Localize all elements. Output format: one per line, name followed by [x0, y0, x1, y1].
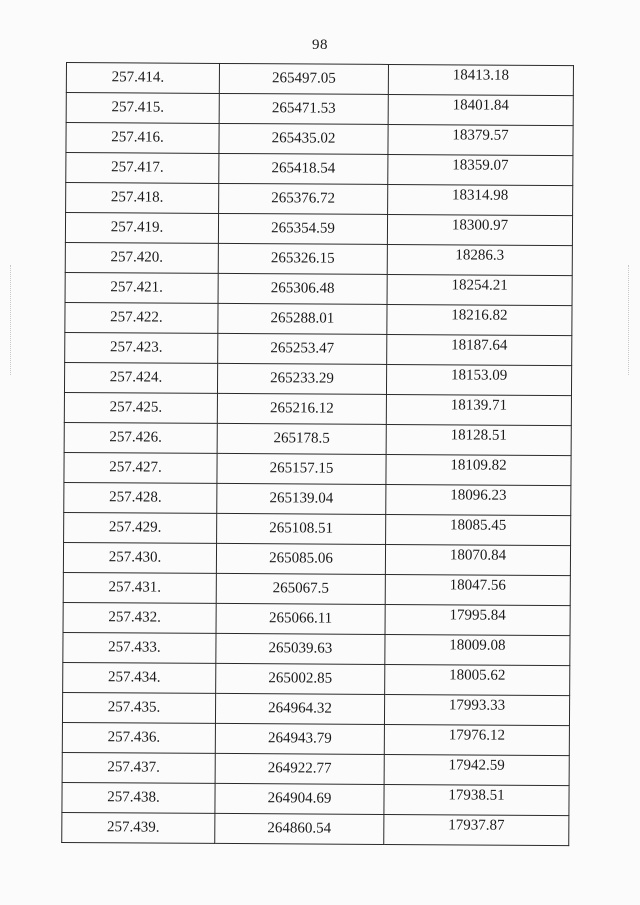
y-coordinate-cell	[384, 754, 569, 785]
table-row	[65, 213, 572, 246]
x-coordinate-cell: 265354.59	[218, 213, 387, 244]
point-id-cell: 257.439.	[62, 812, 215, 843]
x-coordinate-cell: 265108.51	[217, 513, 386, 544]
point-id-cell: 257.418.	[66, 183, 219, 214]
y-coordinate-cell	[385, 574, 570, 605]
y-coordinate-cell	[387, 244, 572, 275]
y-coordinate-cell	[387, 214, 572, 245]
point-id-cell: 257.438.	[62, 782, 215, 813]
y-coordinate-cell	[387, 334, 572, 365]
x-coordinate-cell: 265039.63	[216, 633, 385, 664]
x-coordinate-cell: 264904.69	[215, 783, 384, 814]
x-coordinate-cell: 265326.15	[218, 243, 387, 274]
point-id-cell: 257.425.	[64, 392, 217, 423]
x-coordinate-cell: 265418.54	[219, 153, 388, 184]
y-coordinate-value: 18314.98	[452, 187, 509, 204]
point-id-cell: 257.436.	[62, 722, 215, 753]
x-coordinate-cell: 264860.54	[215, 813, 384, 844]
y-coordinate-value: 18379.57	[452, 127, 509, 144]
y-coordinate-value: 17937.87	[448, 817, 505, 834]
y-coordinate-cell	[386, 514, 571, 545]
y-coordinate-cell	[385, 664, 570, 695]
y-coordinate-value: 18153.09	[450, 367, 508, 384]
y-coordinate-value: 18070.84	[449, 547, 507, 564]
x-coordinate-cell: 265066.11	[216, 603, 385, 634]
table-row	[65, 302, 572, 335]
table-row	[62, 782, 569, 815]
y-coordinate-cell	[387, 274, 572, 305]
point-id-cell: 257.423.	[65, 332, 218, 363]
y-coordinate-value: 18401.84	[452, 97, 509, 114]
coordinates-table	[61, 62, 574, 846]
x-coordinate-cell: 265253.47	[218, 333, 387, 364]
table-row	[62, 812, 569, 845]
y-coordinate-cell	[388, 124, 573, 155]
table-row	[64, 392, 571, 425]
point-id-cell: 257.437.	[62, 752, 215, 783]
y-coordinate-value: 18128.51	[450, 427, 507, 444]
point-id-cell: 257.417.	[66, 153, 219, 184]
x-coordinate-cell: 265178.5	[217, 423, 386, 454]
y-coordinate-cell	[388, 154, 573, 185]
table-row	[66, 63, 573, 96]
y-coordinate-cell	[386, 484, 571, 515]
table-row	[63, 662, 570, 695]
y-coordinate-cell	[386, 424, 571, 455]
x-coordinate-cell: 265157.15	[217, 453, 386, 484]
point-id-cell: 257.430.	[63, 542, 216, 573]
coordinates-table-container	[61, 62, 570, 846]
y-coordinate-cell	[386, 394, 571, 425]
point-id-cell: 257.420.	[65, 242, 218, 273]
point-id-cell: 257.414.	[66, 63, 219, 94]
table-row	[66, 123, 573, 156]
point-id-cell: 257.419.	[65, 213, 218, 244]
x-coordinate-cell: 264922.77	[215, 753, 384, 784]
y-coordinate-value: 18359.07	[452, 157, 509, 174]
x-coordinate-cell: 265216.12	[217, 393, 386, 424]
y-coordinate-value: 18286.3	[455, 247, 505, 264]
point-id-cell: 257.429.	[64, 512, 217, 543]
page-number: 98	[312, 37, 328, 53]
y-coordinate-cell	[385, 544, 570, 575]
table-row	[66, 93, 573, 126]
x-coordinate-cell: 265233.29	[217, 363, 386, 394]
y-coordinate-value: 18254.21	[451, 277, 508, 294]
x-coordinate-cell: 265497.05	[219, 63, 388, 94]
y-coordinate-cell	[384, 724, 569, 755]
point-id-cell: 257.428.	[64, 482, 217, 513]
point-id-cell: 257.416.	[66, 123, 219, 154]
y-coordinate-value: 18187.64	[451, 337, 508, 354]
table-row	[64, 452, 571, 485]
table-row	[64, 422, 571, 455]
table-row	[65, 272, 572, 305]
x-coordinate-cell: 265288.01	[218, 303, 387, 334]
y-coordinate-cell	[388, 94, 573, 125]
table-row	[65, 332, 572, 365]
table-row	[63, 572, 570, 605]
table-row	[62, 752, 569, 785]
table-row	[62, 692, 569, 725]
table-row	[64, 482, 571, 515]
table-row	[66, 183, 573, 216]
point-id-cell: 257.433.	[63, 632, 216, 663]
y-coordinate-value: 18216.82	[451, 307, 508, 324]
y-coordinate-value: 18005.62	[449, 667, 506, 684]
y-coordinate-value: 18109.82	[450, 457, 507, 474]
y-coordinate-value: 18047.56	[449, 577, 506, 594]
x-coordinate-cell: 265067.5	[216, 573, 385, 604]
x-coordinate-cell: 265002.85	[216, 663, 385, 694]
y-coordinate-value: 18085.45	[450, 517, 507, 534]
table-row	[65, 242, 572, 275]
y-coordinate-value: 17976.12	[448, 727, 506, 744]
point-id-cell: 257.421.	[65, 272, 218, 303]
x-coordinate-cell: 264943.79	[215, 723, 384, 754]
point-id-cell: 257.424.	[64, 362, 217, 393]
table-row	[63, 602, 570, 635]
y-coordinate-cell	[388, 184, 573, 215]
x-coordinate-cell: 265376.72	[219, 183, 388, 214]
y-coordinate-cell	[387, 304, 572, 335]
point-id-cell: 257.432.	[63, 602, 216, 633]
x-coordinate-cell: 265435.02	[219, 123, 388, 154]
y-coordinate-cell	[385, 604, 570, 635]
y-coordinate-cell	[384, 784, 569, 815]
y-coordinate-cell	[386, 454, 571, 485]
y-coordinate-cell	[385, 634, 570, 665]
point-id-cell: 257.435.	[62, 692, 215, 723]
table-row	[66, 153, 573, 186]
table-row	[63, 632, 570, 665]
scan-edge-mark-left	[10, 265, 11, 375]
table-row	[63, 542, 570, 575]
table-row	[64, 512, 571, 545]
x-coordinate-cell: 264964.32	[215, 693, 384, 724]
y-coordinate-cell	[386, 364, 571, 395]
y-coordinate-value: 17938.51	[448, 787, 505, 804]
point-id-cell: 257.422.	[65, 302, 218, 333]
scan-edge-mark-right	[628, 265, 629, 375]
point-id-cell: 257.431.	[63, 572, 216, 603]
table-row	[62, 722, 569, 755]
point-id-cell: 257.426.	[64, 422, 217, 453]
y-coordinate-value: 17993.33	[448, 697, 506, 714]
y-coordinate-value: 18300.97	[451, 217, 509, 234]
y-coordinate-value: 18139.71	[450, 397, 508, 414]
y-coordinate-value: 17942.59	[448, 757, 505, 774]
x-coordinate-cell: 265471.53	[219, 93, 388, 124]
point-id-cell: 257.434.	[63, 662, 216, 693]
y-coordinate-cell	[384, 814, 569, 845]
table-row	[64, 362, 571, 395]
point-id-cell: 257.427.	[64, 452, 217, 483]
x-coordinate-cell: 265139.04	[217, 483, 386, 514]
point-id-cell: 257.415.	[66, 93, 219, 124]
y-coordinate-cell	[388, 64, 573, 95]
y-coordinate-value: 18413.18	[452, 67, 510, 84]
x-coordinate-cell: 265085.06	[216, 543, 385, 574]
y-coordinate-value: 18096.23	[450, 487, 507, 504]
y-coordinate-value: 18009.08	[449, 637, 506, 654]
x-coordinate-cell: 265306.48	[218, 273, 387, 304]
y-coordinate-value: 17995.84	[449, 607, 506, 624]
y-coordinate-cell	[384, 694, 569, 725]
coordinates-table-body	[62, 63, 574, 846]
